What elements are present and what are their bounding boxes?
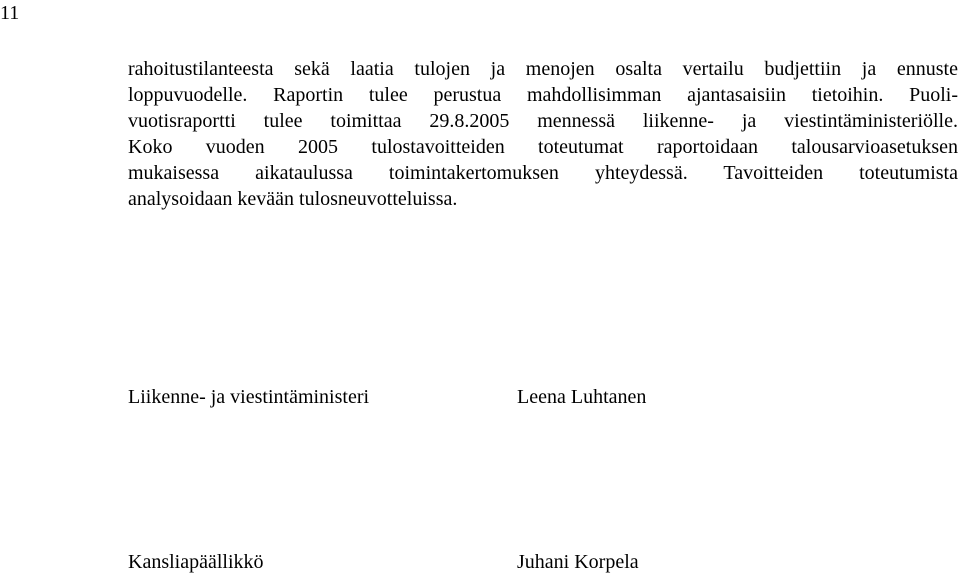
paragraph-line: vuotisraportti tulee toimittaa 29.8.2005 mennessä liikenne- ja viestintäministeriölle. [128, 110, 958, 132]
signatory-title-permanent-secretary: Kansliapäällikkö [128, 551, 264, 573]
signatory-name-permanent-secretary: Juhani Korpela [517, 551, 639, 573]
page-number: 11 [0, 2, 20, 24]
paragraph-line: loppuvuodelle. Raportin tulee perustua mahdollisimman ajantasaisiin tietoihin. Puoli- [128, 84, 958, 106]
body-paragraph [128, 56, 958, 212]
paragraph-line: rahoitustilanteesta sekä laatia tulojen ja menojen osalta vertailu budjettiin ja ennuste [128, 58, 958, 80]
paragraph-line: mukaisessa aikataulussa toimintakertomuksen yhteydessä. Tavoitteiden toteutumista [128, 162, 958, 184]
signatory-title-minister: Liikenne- ja viestintäministeri [128, 386, 370, 408]
paragraph-line: analysoidaan kevään tulosneuvotteluissa. [128, 188, 458, 210]
paragraph-line: Koko vuoden 2005 tulostavoitteiden toteutumat raportoidaan talousarvioasetuksen [128, 136, 958, 158]
signatory-name-minister: Leena Luhtanen [517, 386, 647, 408]
